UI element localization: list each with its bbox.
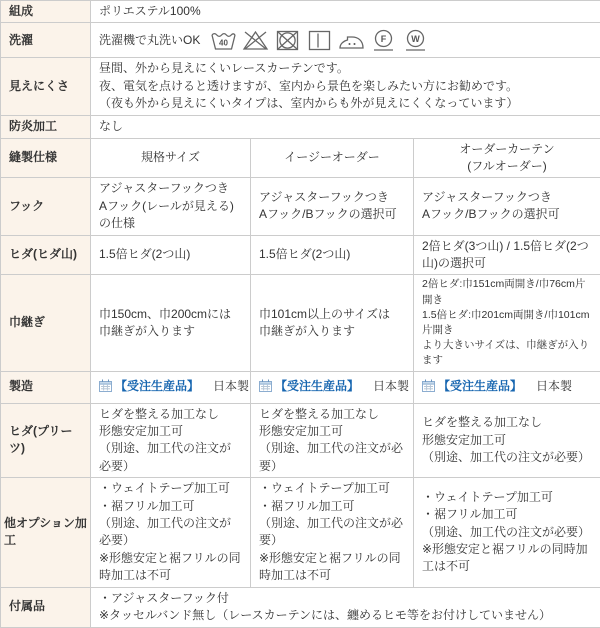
hook-cell-3: アジャスターフックつき Aフック/Bフックの選択可 (414, 178, 600, 235)
origin-japan: 日本製 (536, 379, 572, 393)
manufacture-label: 製造 (1, 371, 91, 403)
visibility-label: 見えにくさ (1, 58, 91, 115)
svg-text:W: W (412, 34, 421, 44)
wet-clean-w-icon (402, 29, 429, 52)
made-to-order-link[interactable]: 【受注生産品】 (115, 379, 199, 393)
accessories-label: 付属品 (1, 587, 91, 627)
composition-value: ポリエステル100% (91, 1, 600, 23)
hook-label: フック (1, 178, 91, 235)
flame-value: なし (91, 115, 600, 138)
width-join-cell-2: 巾101cm以上のサイズは 巾継ぎが入ります (251, 275, 414, 371)
manufacture-cell-1 (91, 371, 251, 403)
accessories-text: ・アジャスターフック付 ※タッセルバンド無し（レースカーテンには、纏めるヒモ等をお付けしていません） (91, 587, 600, 627)
manufacture-cell-3 (414, 371, 600, 403)
wash-40-icon (210, 29, 237, 52)
row-manufacture (1, 371, 600, 403)
sewing-col-full-order: オーダーカーテン (フルオーダー) (414, 138, 600, 178)
options-label: 他オプション加工 (1, 478, 91, 587)
pleat-count-cell-3: 2倍ヒダ(3つ山) / 1.5倍ヒダ(2つ山)の選択可 (414, 235, 600, 275)
pleat-count-cell-1: 1.5倍ヒダ(2つ山) (91, 235, 251, 275)
washing-value: 洗濯機で丸洗いOK (99, 32, 200, 49)
row-flame-retardant (1, 115, 600, 138)
row-pleat-process (1, 403, 600, 478)
pleat-count-label: ヒダ(ヒダ山) (1, 235, 91, 275)
row-hook (1, 178, 600, 235)
dry-clean-f-icon (370, 29, 397, 52)
made-to-order-link[interactable]: 【受注生産品】 (438, 379, 522, 393)
row-sewing-spec (1, 138, 600, 178)
svg-text:40: 40 (219, 38, 228, 47)
row-composition (1, 1, 600, 23)
calendar-icon (259, 379, 272, 392)
width-join-cell-1: 巾150cm、巾200cmには 巾継ぎが入ります (91, 275, 251, 371)
calendar-icon (422, 379, 435, 392)
calendar-icon (99, 379, 112, 392)
visibility-line-2: 夜、電気を点けると透けますが、室内から景色を楽しみたい方にお勧めです。 (99, 78, 592, 95)
row-visibility (1, 58, 600, 115)
row-width-join (1, 275, 600, 371)
drip-dry-icon (306, 29, 333, 52)
washing-label: 洗濯 (1, 23, 91, 58)
hook-cell-2: アジャスターフックつき Aフック/Bフックの選択可 (251, 178, 414, 235)
sewing-label: 縫製仕様 (1, 138, 91, 178)
visibility-line-3: （夜も外から見えにくいタイプは、室内からも外が見えにくくなっています） (99, 95, 592, 112)
row-washing (1, 23, 600, 58)
pleat-process-cell-2: ヒダを整える加工なし 形態安定加工可 （別途、加工代の注文が必要） (251, 403, 414, 478)
row-accessories (1, 587, 600, 627)
origin-japan: 日本製 (213, 379, 249, 393)
row-other-options (1, 478, 600, 587)
no-bleach-icon (242, 29, 269, 52)
pleat-process-cell-1: ヒダを整える加工なし 形態安定加工可 （別途、加工代の注文が必要） (91, 403, 251, 478)
origin-japan: 日本製 (373, 379, 409, 393)
options-cell-1: ・ウェイトテープ加工可 ・裾フリル加工可 （別途、加工代の注文が必要） ※形態安定と裾フリルの同時加工は不可 (91, 478, 251, 587)
manufacture-cell-2 (251, 371, 414, 403)
composition-label: 組成 (1, 1, 91, 23)
svg-text:F: F (381, 34, 387, 44)
pleat-count-cell-2: 1.5倍ヒダ(2つ山) (251, 235, 414, 275)
sewing-col-standard: 規格サイズ (91, 138, 251, 178)
pleat-process-cell-3: ヒダを整える加工なし 形態安定加工可 （別途、加工代の注文が必要） (414, 403, 600, 478)
options-cell-2: ・ウェイトテープ加工可 ・裾フリル加工可 （別途、加工代の注文が必要） ※形態安定と裾フリルの同時加工は不可 (251, 478, 414, 587)
flame-label: 防炎加工 (1, 115, 91, 138)
visibility-text (91, 58, 600, 115)
no-tumble-dry-icon (274, 29, 301, 52)
width-join-label: 巾継ぎ (1, 275, 91, 371)
options-cell-3: ・ウェイトテープ加工可 ・裾フリル加工可 （別途、加工代の注文が必要） ※形態安定と裾フリルの同時加工は不可 (414, 478, 600, 587)
laundry-symbols (210, 29, 429, 52)
row-pleat-count (1, 235, 600, 275)
washing-value-wrap (99, 29, 592, 52)
pleat-process-label: ヒダ(プリーツ) (1, 403, 91, 478)
iron-low-icon (338, 29, 365, 52)
visibility-line-1: 昼間、外から見えにくいレースカーテンです。 (99, 60, 592, 77)
sewing-col-easy-order: イージーオーダー (251, 138, 414, 178)
hook-cell-1: アジャスターフックつき Aフック(レールが見える)の仕様 (91, 178, 251, 235)
made-to-order-link[interactable]: 【受注生産品】 (275, 379, 359, 393)
width-join-cell-3: 2倍ヒダ:巾151cm両開き/巾76cm片開き 1.5倍ヒダ:巾201cm両開き/巾101cm片開き より大きいサイズは、巾継ぎが入ります (414, 275, 600, 371)
